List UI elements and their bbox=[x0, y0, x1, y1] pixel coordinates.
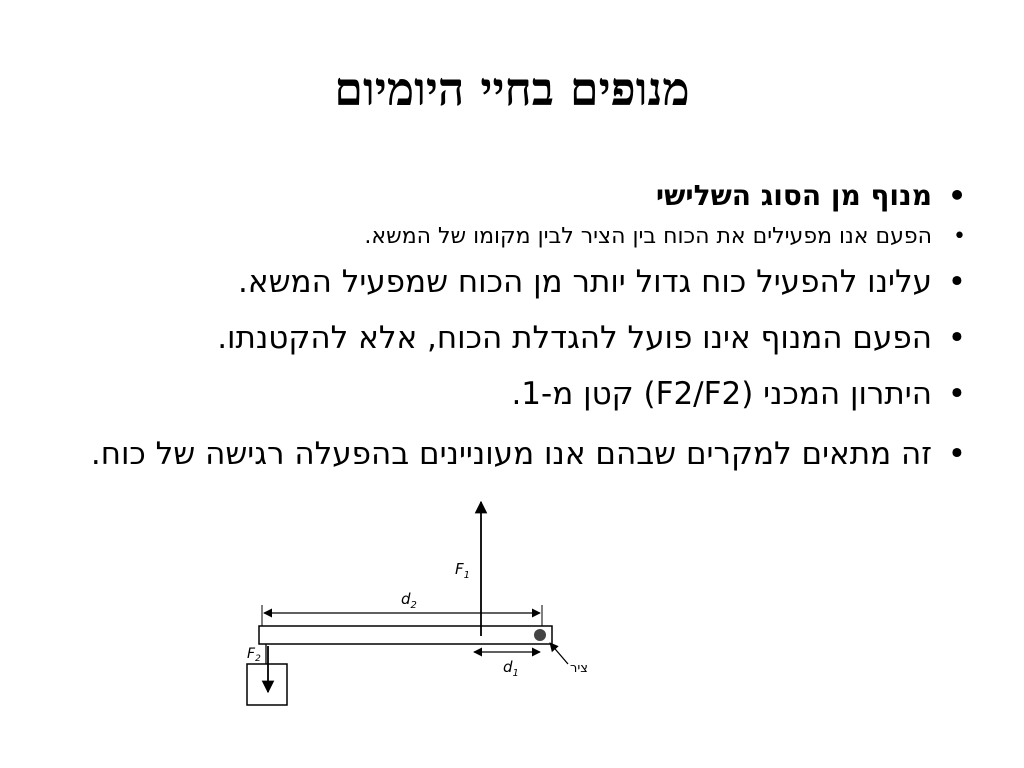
bullet-text: הפעם אנו מפעילים את הכוח בין הציר לבין מקומו של המשא. bbox=[364, 224, 932, 249]
pivot-label: ציר bbox=[570, 661, 588, 676]
bullet-text: הפעם המנוף אינו פועל להגדלת הכוח, אלא להקטנתו. bbox=[217, 320, 932, 356]
force-f1-label: $F_1$ bbox=[455, 560, 471, 581]
bullet-text: זה מתאים למקרים שבהם אנו מעוניינים בהפעלה רגישה של כוח. bbox=[90, 436, 932, 472]
bullet-text: היתרון המכני (F2/F2) קטן מ-1. bbox=[511, 376, 932, 412]
pivot-point bbox=[534, 629, 546, 641]
bullet-item bbox=[66, 220, 966, 254]
lever-diagram bbox=[240, 500, 610, 715]
bullet-dot: • bbox=[947, 320, 966, 356]
bullet-item bbox=[66, 310, 966, 366]
distance-d1-label: $d_1$ bbox=[503, 658, 519, 679]
bullet-dot: • bbox=[947, 264, 966, 300]
bullet-text: מנוף מן הסוג השלישי bbox=[655, 179, 932, 212]
bullet-dot: • bbox=[953, 224, 966, 249]
bullet-dot: • bbox=[948, 179, 966, 212]
distance-d2-label: $d_2$ bbox=[401, 590, 417, 611]
load-box bbox=[247, 664, 287, 705]
bullet-list bbox=[66, 172, 966, 478]
bullet-item bbox=[66, 254, 966, 310]
bullet-item bbox=[66, 366, 966, 422]
bullet-dot: • bbox=[947, 376, 966, 412]
lever-beam bbox=[259, 626, 552, 644]
force-f2-label: $F_2$ bbox=[247, 646, 261, 664]
pivot-pointer bbox=[550, 643, 568, 664]
bullet-item bbox=[66, 172, 966, 220]
slide-title: מנופים בחיי היומיום bbox=[334, 62, 690, 116]
bullet-dot: • bbox=[947, 436, 966, 472]
bullet-item bbox=[66, 430, 966, 478]
bullet-text: עלינו להפעיל כוח גדול יותר מן הכוח שמפעיל המשא. bbox=[238, 264, 932, 300]
